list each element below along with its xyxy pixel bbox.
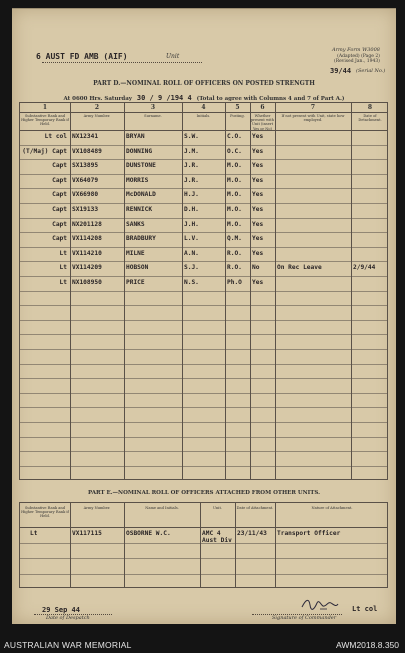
part-d-cell: J.R. bbox=[184, 162, 199, 170]
part-e-row-rule bbox=[20, 574, 387, 575]
part-d-cell: 2/9/44 bbox=[353, 264, 376, 272]
part-e-cell: OSBORNE W.C. bbox=[126, 530, 171, 537]
part-d-cell: VX64079 bbox=[72, 176, 99, 184]
despatch-label: Date of Despatch bbox=[46, 615, 90, 621]
part-d-col-number: 7 bbox=[310, 104, 316, 111]
part-d-cell: S.J. bbox=[184, 264, 199, 272]
part-d-cell: NX12341 bbox=[72, 133, 99, 140]
part-d-cell: Capt bbox=[52, 191, 67, 199]
part-d-cell: M.O. bbox=[227, 176, 242, 184]
part-d-cell: DUNSTONE bbox=[126, 162, 156, 170]
commander-rank: Lt col bbox=[352, 605, 378, 613]
part-d-row-rule bbox=[20, 364, 387, 365]
part-d-cell: HOBSON bbox=[126, 264, 149, 272]
unit-value: 6 AUST FD AMB (AIF) bbox=[36, 52, 128, 61]
part-e-header-rule bbox=[20, 527, 387, 528]
form-adapted-line: (Adapted) (Page 2) bbox=[337, 53, 380, 59]
part-d-col-header: Date of Detachment. bbox=[358, 114, 382, 123]
parade-suffix: (Total to agree with Columns 4 and 7 of Part A.) bbox=[196, 96, 345, 102]
part-e-cell: Lt bbox=[30, 530, 38, 537]
part-d-cell: PRICE bbox=[126, 279, 145, 286]
part-d-cell: D.H. bbox=[184, 206, 199, 213]
part-d-row-rule bbox=[20, 218, 387, 219]
part-d-cell: C.O. bbox=[227, 133, 242, 140]
part-d-col-header: Surname. bbox=[144, 114, 162, 118]
part-d-cell: N.S. bbox=[184, 279, 199, 286]
part-d-row-rule bbox=[20, 276, 387, 277]
part-d-cell: A.N. bbox=[184, 249, 199, 257]
part-d-cell: VX108489 bbox=[72, 147, 102, 155]
serial-label: (Serial No.) bbox=[356, 68, 386, 74]
part-e-col-header: Substantive Rank and Higher Temporary Rank if Held. bbox=[21, 506, 69, 519]
part-d-cell: BRYAN bbox=[126, 133, 145, 140]
part-d-col-header: Army Number. bbox=[83, 114, 111, 118]
part-d-row-rule bbox=[20, 159, 387, 160]
part-d-row-rule bbox=[20, 188, 387, 189]
part-d-cell: Lt bbox=[59, 279, 67, 286]
part-d-cell: Yes bbox=[252, 191, 264, 199]
form-reference bbox=[332, 48, 380, 65]
part-e-title: PART E.—NOMINAL ROLL OF OFFICERS ATTACHED FROM OTHER UNITS. bbox=[87, 490, 321, 496]
part-d-col-number: 1 bbox=[42, 104, 48, 111]
part-d-cell: O.C. bbox=[227, 147, 242, 155]
signature-label: Signature of Commander bbox=[272, 615, 337, 621]
unit-underline bbox=[42, 62, 202, 63]
part-d-cell: Lt col bbox=[44, 133, 67, 140]
part-d-cell: M.O. bbox=[227, 220, 242, 228]
parade-prefix: At 0600 Hrs. Saturday bbox=[63, 96, 132, 102]
part-d-cell: SX19133 bbox=[72, 206, 99, 213]
part-d-title: PART D.—NOMINAL ROLL OF OFFICERS ON POSTED STRENGTH bbox=[93, 80, 315, 87]
part-d-row-rule bbox=[20, 174, 387, 175]
parade-date: 30 / 9 /194 4 bbox=[136, 94, 192, 102]
part-d-cell: Yes bbox=[252, 206, 264, 213]
part-d-cell: VX66980 bbox=[72, 191, 99, 199]
part-d-cell: NX108950 bbox=[72, 279, 102, 286]
part-d-header-rule bbox=[20, 130, 387, 131]
part-d-col-number: 6 bbox=[260, 104, 265, 111]
part-d-cell: Yes bbox=[252, 147, 264, 155]
part-e-col-header: Unit. bbox=[212, 506, 223, 510]
part-d-cell: Lt bbox=[59, 264, 67, 272]
part-d-col-number: 3 bbox=[150, 104, 156, 111]
part-d-cell: Lt bbox=[59, 249, 67, 257]
part-d-row-rule bbox=[20, 451, 387, 452]
part-e-table bbox=[19, 502, 388, 588]
part-d-cell: No bbox=[252, 264, 260, 272]
part-d-cell: VX114208 bbox=[72, 235, 102, 243]
part-d-col-header: Whether present with Unit (insert Yes or No) bbox=[251, 114, 275, 131]
part-d-row-rule bbox=[20, 320, 387, 321]
serial-value: 39/44 bbox=[330, 67, 352, 75]
form-ref-line: Army Form W3008 bbox=[332, 47, 380, 53]
part-d-cell: Yes bbox=[252, 279, 264, 286]
part-d-col-header: Posting. bbox=[230, 114, 245, 118]
part-e-row-rule bbox=[20, 558, 387, 559]
part-d-col-header: Initials. bbox=[196, 114, 211, 118]
part-d-row-rule bbox=[20, 334, 387, 335]
part-e-cell: VX117115 bbox=[72, 530, 102, 537]
caption-left: AUSTRALIAN WAR MEMORIAL bbox=[4, 640, 132, 650]
part-d-row-rule bbox=[20, 437, 387, 438]
part-d-cell: MORRIS bbox=[126, 176, 149, 184]
part-d-cell: M.O. bbox=[227, 162, 242, 170]
part-d-num-rule bbox=[20, 112, 387, 113]
part-d-row-rule bbox=[20, 422, 387, 423]
part-d-cell: SANKS bbox=[126, 220, 145, 228]
part-d-cell: DONNING bbox=[126, 147, 153, 155]
part-d-cell: H.J. bbox=[184, 191, 199, 199]
part-d-cell: Yes bbox=[252, 176, 264, 184]
part-d-row-rule bbox=[20, 232, 387, 233]
part-d-cell: (T/Maj) Capt bbox=[22, 147, 67, 155]
pencil-line bbox=[12, 8, 396, 9]
form-revised-line: (Revised Jan., 1943) bbox=[333, 59, 380, 64]
despatch-date: 29 Sep 44 bbox=[42, 606, 80, 614]
part-d-col-number: 8 bbox=[367, 104, 373, 111]
caption-right: AWM2018.8.350 bbox=[336, 640, 399, 650]
document-page bbox=[12, 8, 396, 624]
part-d-row-rule bbox=[20, 305, 387, 306]
part-d-row-rule bbox=[20, 247, 387, 248]
part-d-row-rule bbox=[20, 349, 387, 350]
part-d-col-number: 2 bbox=[94, 104, 100, 111]
part-e-col-header: Name and Initials. bbox=[145, 506, 179, 510]
part-d-cell: M.O. bbox=[227, 191, 242, 199]
part-d-col-header: Substantive Rank and Higher Temporary Rank if Held. bbox=[21, 114, 69, 127]
part-d-cell: Yes bbox=[252, 220, 264, 228]
part-e-col-header: Army Number. bbox=[83, 506, 111, 510]
part-d-cell: On Rec Leave bbox=[277, 264, 322, 272]
part-e-col-header: Date of Attachment. bbox=[236, 506, 274, 510]
part-d-cell: VX114209 bbox=[72, 264, 102, 272]
part-d-cell: Capt bbox=[52, 206, 67, 213]
part-e-col-header: Nature of Attachment. bbox=[311, 506, 353, 510]
part-d-row-rule bbox=[20, 393, 387, 394]
part-d-cell: L.V. bbox=[184, 235, 199, 243]
part-d-col-number: 5 bbox=[235, 104, 240, 111]
part-d-cell: Capt bbox=[52, 220, 67, 228]
part-d-cell: VX114210 bbox=[72, 249, 102, 257]
part-d-cell: Q.M. bbox=[227, 235, 242, 243]
part-d-row-rule bbox=[20, 203, 387, 204]
commander-signature bbox=[300, 595, 340, 613]
part-d-row-rule bbox=[20, 261, 387, 262]
part-d-cell: Capt bbox=[52, 176, 67, 184]
part-e-cell: 23/11/43 bbox=[237, 530, 267, 537]
part-d-col-number: 4 bbox=[201, 104, 206, 111]
part-d-cell: SX13895 bbox=[72, 162, 99, 170]
parade-line bbox=[12, 94, 396, 102]
part-d-cell: RENNICK bbox=[126, 206, 153, 213]
part-d-cell: J.M. bbox=[184, 147, 199, 155]
part-d-row-rule bbox=[20, 407, 387, 408]
part-d-cell: NX201128 bbox=[72, 220, 102, 228]
part-d-cell: S.W. bbox=[184, 133, 199, 140]
part-d-cell: R.O. bbox=[227, 264, 242, 272]
part-d-row-rule bbox=[20, 291, 387, 292]
part-d-cell: M.O. bbox=[227, 206, 242, 213]
part-d-cell: J.H. bbox=[184, 220, 199, 228]
part-d-cell: BRADBURY bbox=[126, 235, 156, 243]
part-d-cell: Ph.O bbox=[227, 279, 242, 286]
part-d-cell: McDONALD bbox=[126, 191, 156, 199]
part-d-cell: Capt bbox=[52, 162, 67, 170]
part-d-cell: Yes bbox=[252, 249, 264, 257]
part-d-table bbox=[19, 102, 388, 480]
part-d-row-rule bbox=[20, 145, 387, 146]
part-d-cell: MILNE bbox=[126, 249, 145, 257]
part-d-cell: Yes bbox=[252, 235, 264, 243]
part-e-cell: AMC 4 Aust Div bbox=[202, 530, 232, 544]
part-d-cell: R.O. bbox=[227, 249, 242, 257]
part-d-cell: Capt bbox=[52, 235, 67, 243]
part-d-col-header: If not present with Unit, state how employed. bbox=[281, 114, 345, 123]
part-d-row-rule bbox=[20, 378, 387, 379]
part-d-cell: Yes bbox=[252, 162, 264, 170]
part-d-row-rule bbox=[20, 466, 387, 467]
unit-label: Unit bbox=[166, 53, 180, 60]
part-e-cell: Transport Officer bbox=[277, 530, 341, 537]
part-d-cell: Yes bbox=[252, 133, 264, 140]
part-d-cell: J.R. bbox=[184, 176, 199, 184]
